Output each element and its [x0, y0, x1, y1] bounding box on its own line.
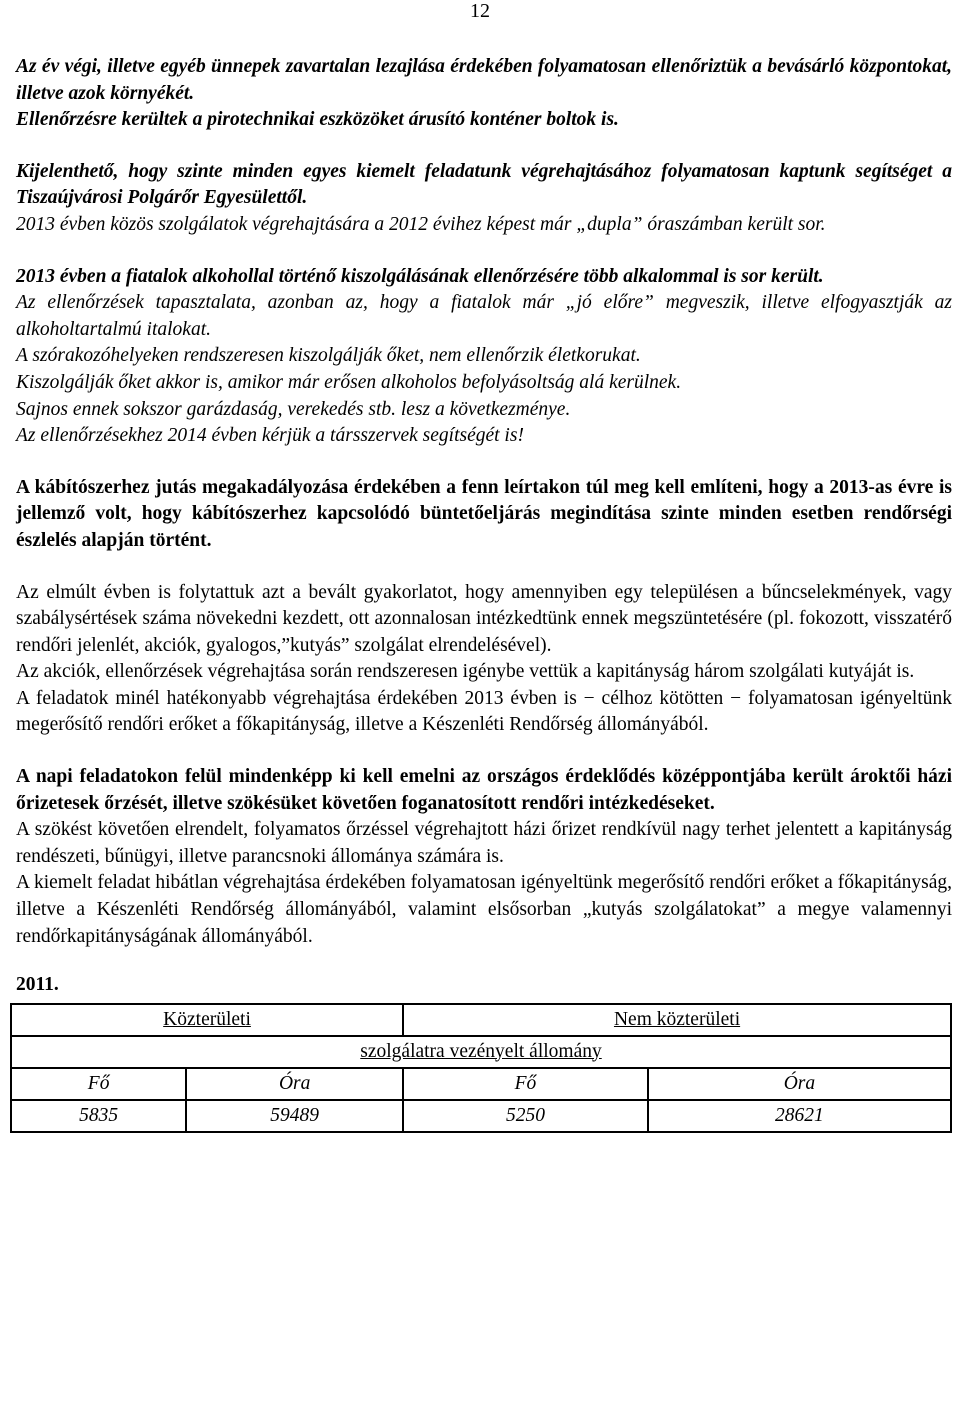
header-persons: Fő [403, 1068, 648, 1100]
service-statistics-table [10, 1003, 952, 1133]
table-header-row [11, 1004, 951, 1036]
header-hours: Óra [648, 1068, 951, 1100]
header-non-public-area: Nem közterületi [403, 1004, 951, 1036]
table-header-row [11, 1068, 951, 1100]
page-number: 12 [470, 0, 490, 22]
table-header-row [11, 1036, 951, 1068]
paragraph-house-arrest-heading: A napi feladatokon felül mindenképp ki kell emelni az országos érdeklődés középpontjába került ároktői házi őrizetesek őrzését, illetve szökésüket követően foganatosított rendőri intézkedéseket. [16, 766, 952, 814]
table-year-label: 2011. [16, 974, 59, 996]
table-cell: 28621 [648, 1100, 951, 1132]
header-public-area: Közterületi [11, 1004, 403, 1036]
paragraph-pyrotechnics: Ellenőrzésre kerültek a pirotechnikai eszközöket árusító konténer boltok is. [16, 109, 619, 131]
paragraph-practice: Az elmúlt évben is folytattuk azt a bevált gyakorlatot, hogy amennyiben egy településen a bűncselekmények, vagy szabálysértések száma növekedni kezdett, ott azonnalosan intézkedtünk ennek megszüntetésére (pl. fokozott, visszatérő rendőri jelenlét, akciók, gyalogos,”kutyás” szolgálat elrendelésével). [16, 581, 952, 656]
document-body [16, 54, 952, 1133]
table-row [11, 1100, 951, 1132]
table-cell: 59489 [186, 1100, 403, 1132]
paragraph-drugs: A kábítószerhez jutás megakadályozása érdekében a fenn leírtakon túl meg kell említeni, hogy a 2013-as évre is jellemző volt, hogy kábítószerhez kapcsolódó büntetőeljárás megindítása szinte minden esetben rendőrségi észlelés alapján történt. [16, 476, 952, 551]
table-cell: 5250 [403, 1100, 648, 1132]
paragraph-house-arrest-burden: A szökést követően elrendelt, folyamatos őrzéssel végrehajtott házi őrizet rendkívül nagy terhet jelentett a kapitányság rendészeti, bűnügyi, illetve parancsnoki állománya számára is. [16, 819, 952, 867]
paragraph-alcohol-line: Sajnos ennek sokszor garázdaság, verekedés stb. lesz a következménye. [16, 398, 571, 420]
paragraph-joint-service: 2013 évben közös szolgálatok végrehajtására a 2012 évihez képest már „dupla” óraszámban került sor. [16, 213, 826, 235]
paragraph-alcohol-line: Az ellenőrzésekhez 2014 évben kérjük a társszervek segítségét is! [16, 425, 524, 447]
paragraph-dogs: Az akciók, ellenőrzések végrehajtása során rendszeresen igénybe vettük a kapitányság három szolgálati kutyáját is. [16, 661, 915, 683]
header-persons: Fő [11, 1068, 186, 1100]
paragraph-alcohol-heading: 2013 évben a fiatalok alkohollal történő kiszolgálásának ellenőrzésére több alkalommal is sor került. [16, 265, 824, 287]
paragraph-alcohol-line: Kiszolgálják őket akkor is, amikor már erősen alkoholos befolyásoltság alá kerülnek. [16, 371, 682, 393]
paragraph-house-arrest-execution: A kiemelt feladat hibátlan végrehajtása érdekében folyamatosan igényeltünk megerősítő rendőri erőket a főkapitányság, illetve a Készenléti Rendőrség állományából, valamint elsősorban „kutyás szolgálatokat” a megye valamennyi rendőrkapitányságának állományából. [16, 872, 952, 947]
table-cell: 5835 [11, 1100, 186, 1132]
paragraph-alcohol-line: Az ellenőrzések tapasztalata, azonban az, hogy a fiatalok már „jó előre” megveszik, illetve elfogyasztják az alkoholtartalmú italokat. [16, 292, 952, 340]
paragraph-alcohol-line: A szórakozóhelyeken rendszeresen kiszolgálják őket, nem ellenőrzik életkorukat. [16, 345, 641, 367]
paragraph-reinforcements: A feladatok minél hatékonyabb végrehajtása érdekében 2013 évben is − célhoz kötötten − folyamatosan igényeltünk megerősítő rendőri erőket a főkapitányság, illetve a Készenléti Rendőrség állományából. [16, 687, 952, 736]
header-hours: Óra [186, 1068, 403, 1100]
paragraph-holiday-checks: Az év végi, illetve egyéb ünnepek zavartalan lezajlása érdekében folyamatosan ellenőriztük a bevásárló központokat, illetve azok környékét. [16, 56, 952, 104]
paragraph-civil-guard: Kijelenthető, hogy szinte minden egyes kiemelt feladatunk végrehajtásához folyamatosan kaptunk segítséget a Tiszaújvárosi Polgárőr Egyesülettől. [16, 160, 952, 209]
header-assigned-staff: szolgálatra vezényelt állomány [11, 1036, 951, 1068]
